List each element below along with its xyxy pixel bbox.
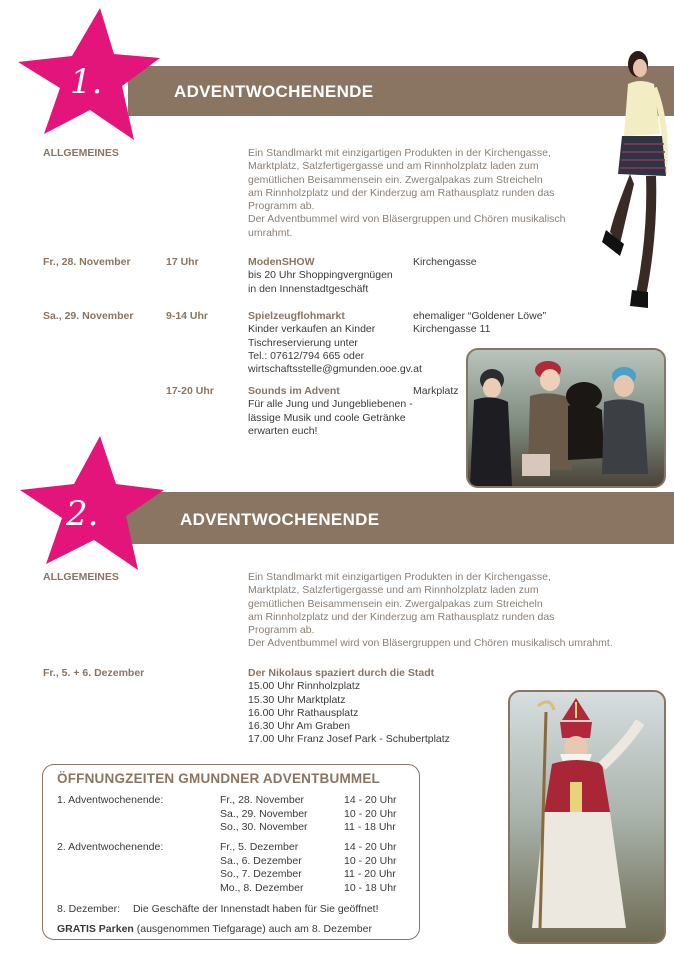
hours-group1: [57, 794, 407, 835]
hours-day: Sa., 29. November: [220, 807, 308, 820]
text-line: 16.30 Uhr Am Graben: [248, 720, 351, 733]
table-row: [57, 794, 407, 808]
table-row: [57, 808, 407, 822]
text-line: Kirchengasse 11: [413, 323, 491, 336]
text-line: Programm ab.: [248, 200, 315, 213]
event2-date: Sa., 29. November: [43, 310, 134, 322]
hours-day: So., 30. November: [220, 821, 308, 834]
text-line: gemütlichen Beisammensein ein. Zwergalpakas zum Streicheln: [248, 173, 543, 186]
table-row: [57, 821, 407, 835]
parking-rest: (ausgenommen Tiefgarage) auch am 8. Dezember: [136, 923, 372, 935]
hours-day: Fr., 5. Dezember: [220, 841, 299, 853]
hours-note: [57, 903, 417, 916]
note-date: 8. Dezember:: [57, 903, 121, 915]
text-line: 17.00 Uhr Franz Josef Park - Schubertplatz: [248, 733, 450, 746]
hours-time: 10 - 20 Uhr: [344, 807, 397, 820]
text-line: Tel.: 07612/794 665 oder: [248, 349, 365, 362]
text-line: gemütlichen Beisammensein ein. Zwergalpakas zum Streicheln: [248, 597, 543, 610]
group1-label: 1. Adventwochenende:: [57, 794, 164, 806]
section2-number: 2.: [66, 494, 99, 534]
event3-place: Markplatz: [413, 385, 459, 397]
event1-title: ModenSHOW: [248, 256, 315, 268]
text-line: 15.00 Uhr Rinnholzplatz: [248, 680, 361, 693]
hours-day: So., 7. Dezember: [220, 868, 302, 881]
table-row: [57, 841, 407, 855]
text-line: bis 20 Uhr Shoppingvergnügen: [248, 269, 393, 282]
section1-allgemeines-label: ALLGEMEINES: [43, 147, 119, 159]
opening-hours-title: ÖFFNUNGZEITEN GMUNDNER ADVENTBUMMEL: [57, 771, 380, 786]
text-line: erwarten euch!: [248, 424, 318, 437]
hours-day: Fr., 28. November: [220, 794, 305, 806]
note-text: Die Geschäfte der Innenstadt haben für Sie geöffnet!: [132, 903, 379, 915]
hours-time: 11 - 18 Uhr: [344, 821, 396, 834]
table-row: [57, 882, 407, 896]
event3-time: 17-20 Uhr: [166, 385, 214, 397]
group2-label: 2. Adventwochenende:: [57, 841, 164, 853]
fashion-model-image: [590, 44, 674, 316]
hours-day: Sa., 6. Dezember: [220, 854, 302, 867]
event2-title: Spielzeugflohmarkt: [248, 310, 345, 322]
text-line: Marktplatz, Salzfertigergasse und am Rinnholzplatz laden zum: [248, 584, 539, 597]
event1-block: [248, 256, 418, 296]
nikolaus-title: Der Nikolaus spaziert durch die Stadt: [248, 667, 435, 679]
text-line: 15.30 Uhr Marktplatz: [248, 693, 346, 706]
text-line: am Rinnholzplatz und der Kinderzug am Rathausplatz runden das: [248, 186, 555, 199]
group-photo: [466, 348, 666, 488]
text-line: 16.00 Uhr Rathausplatz: [248, 706, 359, 719]
group-photo-illustration: [468, 350, 664, 486]
event2-place: [413, 310, 546, 337]
text-line: Ein Standlmarkt mit einzigartigen Produkten in der Kirchengasse,: [248, 147, 551, 159]
text-line: Marktplatz, Salzfertigergasse und am Rinnholzplatz laden zum: [248, 160, 539, 173]
text-line: am Rinnholzplatz und der Kinderzug am Rathausplatz runden das: [248, 610, 555, 623]
hours-time: 11 - 20 Uhr: [344, 868, 396, 881]
table-row: [57, 855, 407, 869]
text-line: Tischreservierung unter: [248, 336, 358, 349]
text-line: in den Innenstadtgeschäft: [248, 282, 369, 295]
text-line: Ein Standlmarkt mit einzigartigen Produkten in der Kirchengasse,: [248, 571, 551, 583]
section2-title: ADVENTWOCHENENDE: [180, 510, 380, 529]
event1-time: 17 Uhr: [166, 256, 199, 268]
section2-allgemeines-text: [248, 571, 658, 651]
hours-time: 10 - 18 Uhr: [344, 881, 397, 894]
text-line: Für alle Jung und Jungebliebenen -: [248, 398, 413, 411]
text-line: Der Adventbummel wird von Bläsergruppen und Chören musikalisch umrahmt.: [248, 637, 613, 650]
text-line: wirtschaftsstelle@gmunden.ooe.gv.at: [248, 363, 422, 376]
section1-number: 1.: [70, 62, 103, 102]
nikolaus-photo: [508, 690, 666, 944]
text-line: Kinder verkaufen an Kinder: [248, 323, 376, 336]
event3-title: Sounds im Advent: [248, 385, 340, 397]
hours-time: 14 - 20 Uhr: [344, 794, 397, 806]
section2-allgemeines-label: ALLGEMEINES: [43, 571, 119, 583]
section1-allgemeines-text: [248, 147, 588, 240]
hours-time: 10 - 20 Uhr: [344, 854, 397, 867]
hours-day: Mo., 8. Dezember: [220, 881, 304, 894]
hours-group2: [57, 841, 407, 895]
parking-bold: GRATIS Parken: [57, 923, 134, 935]
text-line: lässige Musik und coole Getränke: [248, 411, 406, 424]
parking-note: [57, 923, 417, 936]
text-line: umrahmt.: [248, 226, 293, 239]
event1-place: Kirchengasse: [413, 256, 477, 268]
table-row: [57, 868, 407, 882]
text-line: Der Adventbummel wird von Bläsergruppen und Chören musikalisch: [248, 213, 566, 226]
section1-title: ADVENTWOCHENENDE: [174, 82, 374, 101]
nikolaus-illustration: [510, 692, 664, 942]
event1-date: Fr., 28. November: [43, 256, 131, 268]
text-line: ehemaliger “Goldener Löwe”: [413, 310, 547, 322]
event2-time: 9-14 Uhr: [166, 310, 209, 322]
hours-time: 14 - 20 Uhr: [344, 841, 397, 853]
text-line: Programm ab.: [248, 624, 315, 637]
nikolaus-block: [248, 667, 488, 747]
nikolaus-date: Fr., 5. + 6. Dezember: [43, 667, 145, 679]
